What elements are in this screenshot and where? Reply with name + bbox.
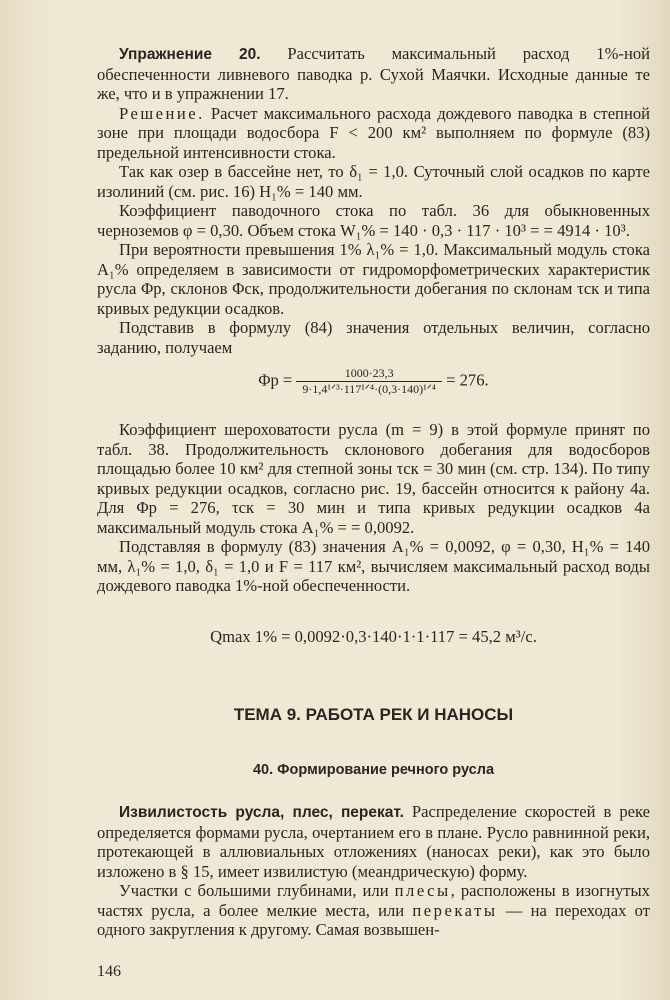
paragraph-sinuosity (97, 802, 650, 881)
text-block-roughness (97, 420, 650, 596)
exercise-title: Упражнение 20. (119, 46, 261, 63)
section-heading: 40. Формирование речного русла (252, 762, 495, 778)
ples-text-b: , расположены в изогнутых частях русла, а более мелкие места, или (97, 881, 650, 920)
formula-qmax: Qmax 1% = 0,0092·0,3·140·1·1·117 = 45,2 м³/с. (210, 627, 537, 646)
ples-text-c: — на переходах от одного закругления к другому. Самая возвышен- (97, 900, 650, 939)
paragraph-probability: При вероятности превышения 1% λ₁% = 1,0. Максимальный модуль стока A₁% определяем в зависимости от гидроморфометрических характеристик русла Φр, склонов Φск, продолжительности добегания по склонам τск и типа кривых редукции осадков. (97, 240, 650, 318)
paragraph-coefficient: Коэффициент паводочного стока по табл. 36 для обыкновенных черноземов φ = 0,30. Объем стока W₁% = 140 · 0,3 · 117 · 10³ = = 4914 · 10³. (97, 201, 650, 240)
formula-phi-numerator: 1000·23,3 (296, 366, 442, 382)
formula-phi-rhs: = 276. (446, 370, 489, 390)
solution-text: Расчет максимального расхода дождевого паводка в степной зоне при площади водосбора F < 200 км² выполняем по формуле (83) предельной интенсивности стока. (97, 103, 650, 162)
exercise-text: Рассчитать максимальный расход 1%-ной обеспеченности ливневого паводка р. Сухой Маячки. Исходные данные те же, что и в упражнении 17. (97, 44, 651, 103)
text-block-channel (97, 802, 650, 940)
paragraph-ples (97, 881, 650, 940)
paragraph-roughness: Коэффициент шероховатости русла (m = 9) в этой формуле принят по табл. 38. Продолжительность склонового добегания для водосборов площадью более 10 км² для степной зоны τск = 30 мин (см. стр. 134). По типу кривых редукции осадков, согласно рис. 19, бассейн относится к району 4а. Для Φр = 276, τск = 30 мин и типа кривых редукции осадков 4а максимальный модуль стока A₁% = = 0,0092. (97, 420, 650, 537)
page-number: 146 (97, 963, 121, 980)
formula-phi (97, 366, 650, 397)
formula-phi-denominator: 9·1,4¹ᐟ³·117¹ᐟ⁴·(0,3·140)¹ᐟ⁴ (302, 382, 436, 396)
sinuosity-text: Распределение скоростей в реке определяется формами русла, очертанием его в плане. Русло равнинной реки, протекающей в аллювиальных отложениях (наносах реки), как это было изложено в § 15, имеет извилистую (меандрическую) форму. (97, 802, 650, 881)
ples-text-a: Участки с большими глубинами, или (119, 881, 395, 900)
paragraph-final-substitution: Подставляя в формулу (83) значения A₁% = 0,0092, φ = 0,30, H₁% = 140 мм, λ₁% = 1,0, δ₁ = 1,0 и F = 117 км², вычисляем максимальный расход воды дождевого паводка 1%-ной обеспеченности. (97, 537, 650, 595)
paragraph-lake: Так как озер в бассейне нет, то δ₁ = 1,0. Суточный слой осадков по карте изолиний (см. рис. 16) H₁% = 140 мм. (97, 162, 650, 201)
solution-word: Решение. (119, 103, 205, 123)
paragraph-lead: Извилистость русла, плес, перекат. (119, 804, 404, 821)
term-ples: плесы (394, 881, 451, 900)
term-perekaty: перекаты (412, 900, 498, 920)
topic-heading: ТЕМА 9. РАБОТА РЕК И НАНОСЫ (233, 705, 514, 724)
text-block-exercise (97, 44, 650, 357)
exercise-paragraph (97, 44, 650, 104)
formula-phi-lhs: Φр = (258, 370, 293, 390)
solution-paragraph (97, 104, 650, 163)
paragraph-substitution: Подставив в формулу (84) значения отдельных величин, согласно заданию, получаем (97, 318, 650, 357)
formula-phi-fraction (296, 366, 442, 397)
